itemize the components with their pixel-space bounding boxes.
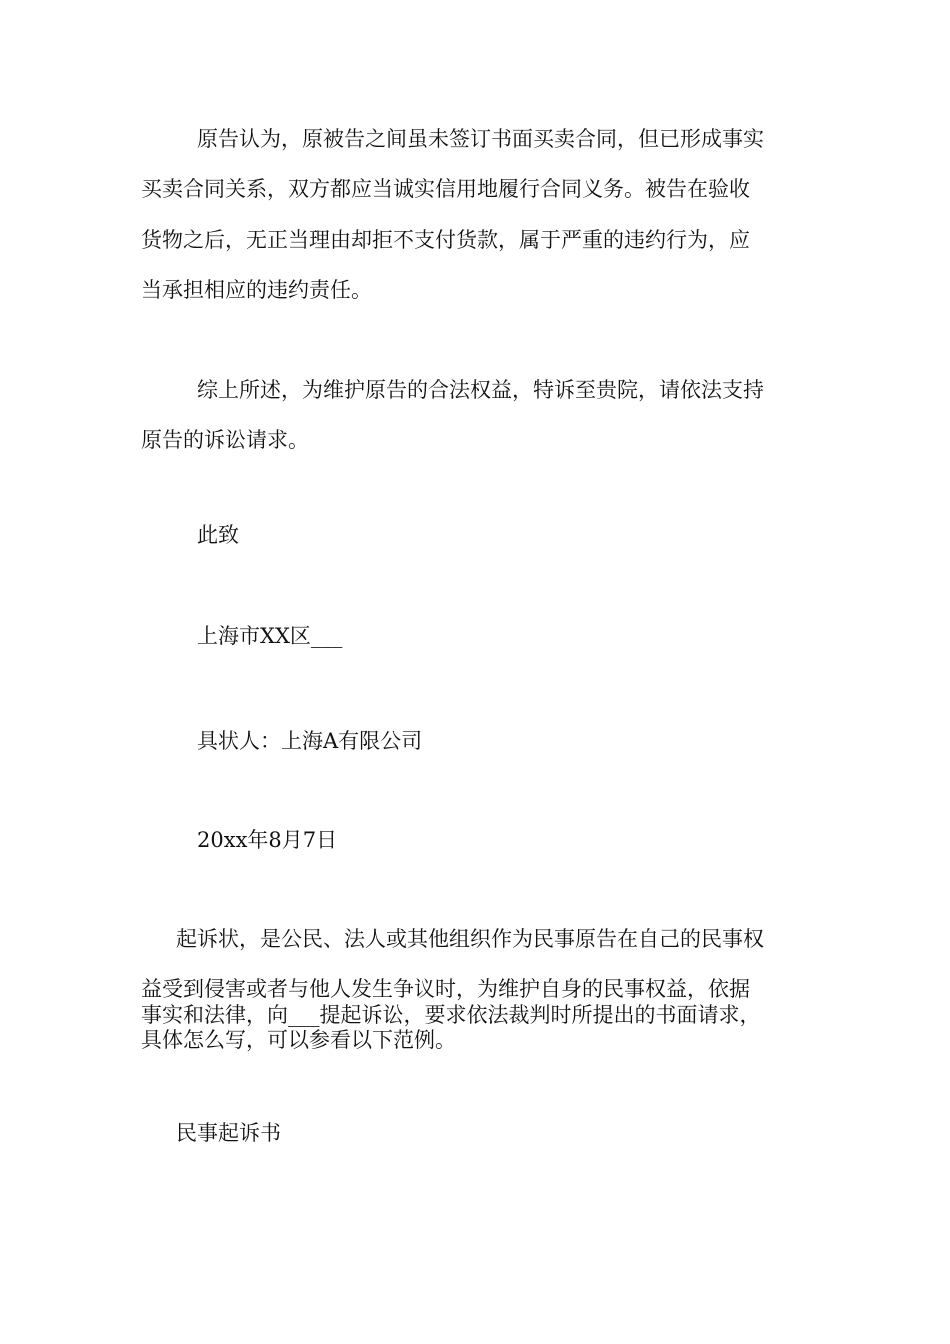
paragraph-line: 具体怎么写，可以参看以下范例。: [141, 1028, 456, 1052]
paragraph-line: 综上所述，为维护原告的合法权益，特诉至贵院，请依法支持: [197, 378, 764, 402]
paragraph-line: 买卖合同关系，双方都应当诚实信用地履行合同义务。被告在验收: [141, 177, 750, 201]
paragraph-line: 原告认为，原被告之间虽未签订书面买卖合同，但已形成事实: [197, 127, 764, 151]
document-date: 20xx年8月7日: [197, 828, 338, 852]
salutation: 此致: [197, 523, 239, 547]
paragraph-line: 原告的诉讼请求。: [141, 428, 309, 452]
paragraph-line: 事实和法律，向___提起诉讼，要求依法裁判时所提出的书面请求，: [141, 1003, 761, 1027]
paragraph-line: 货物之后，无正当理由却拒不支付货款，属于严重的违约行为，应: [141, 228, 750, 252]
paragraph-line: 益受到侵害或者与他人发生争议时，为维护自身的民事权益，依据: [141, 977, 750, 1001]
section-heading: 民事起诉书: [176, 1121, 281, 1145]
court-name: 上海市XX区___: [197, 624, 343, 648]
paragraph-line: 当承担相应的违约责任。: [141, 278, 372, 302]
paragraph-line: 起诉状，是公民、法人或其他组织作为民事原告在自己的民事权: [176, 927, 764, 951]
plaintiff-signature: 具状人：上海A有限公司: [197, 729, 423, 753]
